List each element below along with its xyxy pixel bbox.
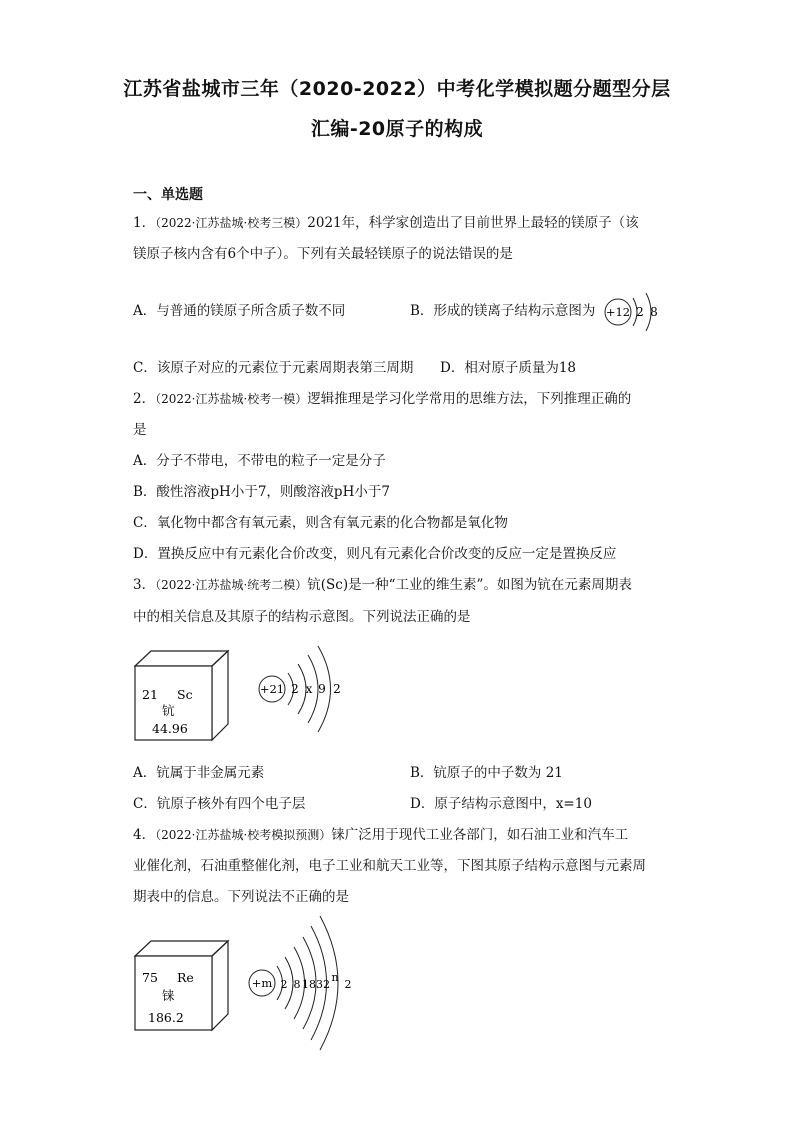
q4-source: （2022·江苏盐城·校考模拟预测） <box>155 828 332 842</box>
q2-stem-line1 <box>133 390 631 408</box>
q1-number: 1． <box>133 215 156 231</box>
q2-option-a: A．分子不带电，不带电的粒子一定是分子 <box>133 453 386 469</box>
q1-stem-text: 2021年，科学家创造出了目前世界上最轻的镁原子（该 <box>307 215 639 231</box>
q3-stem-text: 钪(Sc)是一种“工业的维生素”。如图为钪在元素周期表 <box>307 577 632 593</box>
q3-option-d: D．原子结构示意图中，x=10 <box>410 796 592 812</box>
q2-option-b: B．酸性溶液pH小于7，则酸溶液pH小于7 <box>133 484 390 500</box>
sc-atom-structure-diagram <box>255 640 360 740</box>
sc-element-name: 钪 <box>162 703 175 718</box>
re-shell-electrons-1: 2 <box>280 978 288 991</box>
q4-stem-line2: 业催化剂，石油重整催化剂，电子工业和航天工业等，下图其原子结构示意图与元素周 <box>133 858 646 874</box>
re-nucleus-label: +m <box>251 976 273 990</box>
q2-source: （2022·江苏盐城·校考一模） <box>155 392 308 406</box>
q2-number: 2． <box>133 391 156 407</box>
q1-option-d: D．相对原子质量为18 <box>440 360 577 376</box>
re-shell-electrons-2: 8 <box>293 978 301 991</box>
re-atomic-mass: 186.2 <box>148 1010 184 1025</box>
q1-source: （2022·江苏盐城·校考三模） <box>155 216 308 230</box>
re-element-name: 铼 <box>162 988 175 1003</box>
q1-option-c: C．该原子对应的元素位于元素周期表第三周期 <box>133 360 414 376</box>
q1-stem-line1 <box>133 214 639 232</box>
q4-stem-line3: 期表中的信息。下列说法不正确的是 <box>133 889 349 905</box>
sc-shell-electrons-2: x <box>305 682 313 696</box>
sc-shell-electrons-3: 9 <box>318 682 326 696</box>
sc-atomic-number: 21 <box>142 687 158 702</box>
q4-stem-line1 <box>133 826 628 844</box>
re-shell-electrons-3: 18 <box>302 978 316 991</box>
document-title-line2: 汇编-20原子的构成 <box>310 118 484 140</box>
mg-nucleus-label: +12 <box>605 305 631 319</box>
q2-option-d: D．置换反应中有元素化合价改变，则凡有元素化合价改变的反应一定是置换反应 <box>133 546 617 562</box>
sc-cell-side-face <box>212 651 228 740</box>
q1-option-a: A．与普通的镁原子所含质子数不同 <box>133 303 346 319</box>
re-element-symbol: Re <box>177 970 194 985</box>
q4-number: 4． <box>133 827 156 843</box>
re-shell-electrons-4: 32 <box>316 978 330 991</box>
q4-stem-text: 铼广泛用于现代工业各部门，如石油工业和汽车工 <box>331 827 629 843</box>
re-atomic-number: 75 <box>142 970 158 985</box>
q3-number: 3． <box>133 577 156 593</box>
re-cell-side-face <box>212 941 228 1030</box>
sc-atomic-mass: 44.96 <box>152 721 188 736</box>
mg-shell-electrons-1: 2 <box>636 305 644 319</box>
sc-nucleus-label: +21 <box>259 682 285 696</box>
sc-element-symbol: Sc <box>177 687 193 702</box>
q1-option-b: B．形成的镁离子结构示意图为 <box>410 303 596 319</box>
q3-option-b: B．钪原子的中子数为 21 <box>410 765 563 781</box>
q3-option-a: A．钪属于非金属元素 <box>133 765 265 781</box>
mg-shell-electrons-2: 8 <box>650 305 658 319</box>
sc-shell-electrons-4: 2 <box>333 682 341 696</box>
mg-ion-structure-diagram <box>600 290 670 336</box>
re-shell-electrons-6: 2 <box>344 978 352 991</box>
q2-stem-line2: 是 <box>133 422 147 438</box>
re-shell-electrons-5: n <box>331 971 339 984</box>
section-heading: 一、单选题 <box>133 187 203 203</box>
q1-stem-line2: 镁原子核内含有6个中子）。下列有关最轻镁原子的说法错误的是 <box>133 246 513 262</box>
q2-stem-text: 逻辑推理是学习化学常用的思维方法，下列推理正确的 <box>307 391 632 407</box>
q2-option-c: C．氧化物中都含有氧元素，则含有氧元素的化合物都是氧化物 <box>133 515 508 531</box>
q3-stem-line1 <box>133 576 632 594</box>
sc-periodic-table-cell <box>132 648 232 744</box>
re-atom-structure-diagram <box>244 912 374 1054</box>
document-title-line1: 江苏省盐城市三年（2020-2022）中考化学模拟题分题型分层 <box>123 78 671 100</box>
q3-source: （2022·江苏盐城·统考二模） <box>155 578 308 592</box>
q3-option-c: C．钪原子核外有四个电子层 <box>133 796 306 812</box>
q3-stem-line2: 中的相关信息及其原子的结构示意图。下列说法正确的是 <box>133 609 471 625</box>
sc-shell-electrons-1: 2 <box>291 682 299 696</box>
re-periodic-table-cell <box>132 938 232 1034</box>
